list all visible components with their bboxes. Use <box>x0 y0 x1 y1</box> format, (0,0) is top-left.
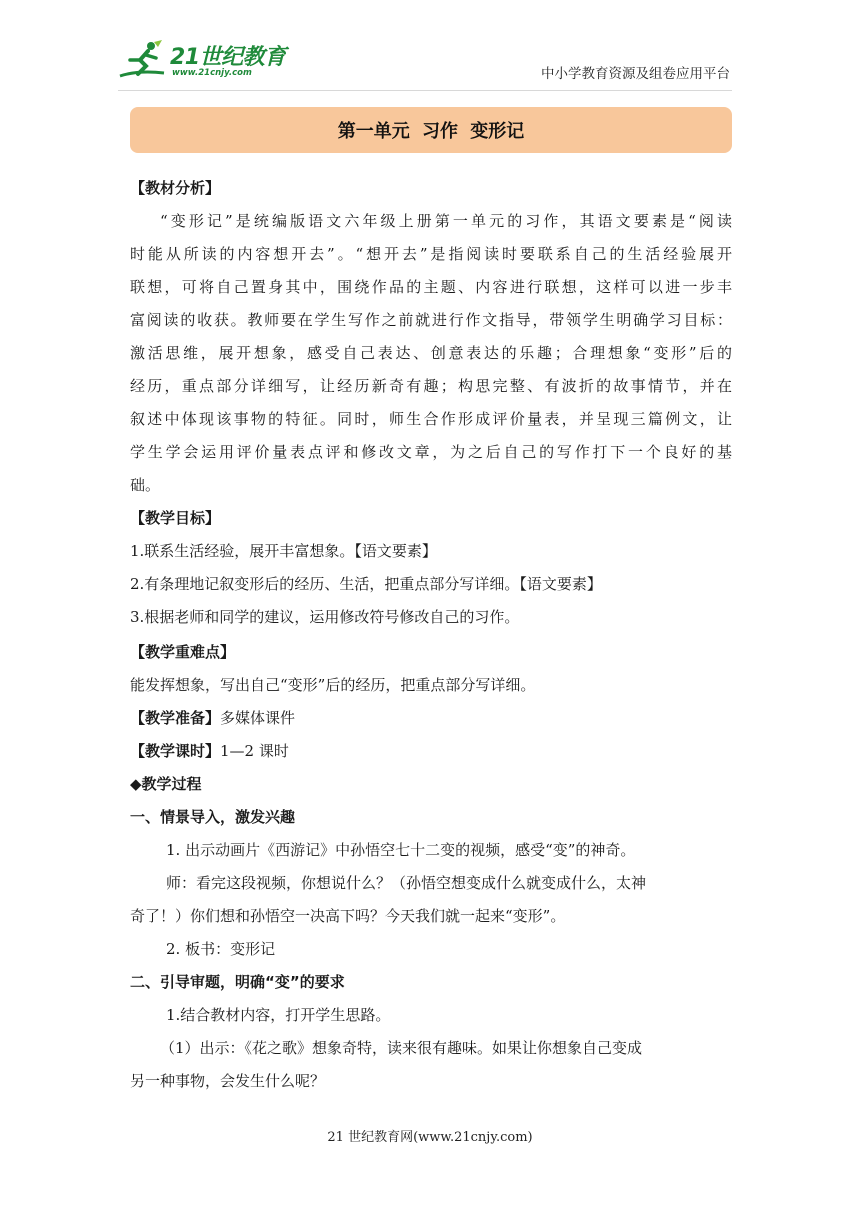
logo-text: 21世纪教育 <box>170 45 286 70</box>
page-header <box>118 38 730 88</box>
analysis-line: 联想，可将自己置身其中，围绕作品的主题、内容进行联想，这样可以进一步丰 <box>130 278 732 296</box>
analysis-line: “变形记”是统编版语文六年级上册第一单元的习作，其语文要素是“阅读 <box>160 212 732 230</box>
hours-text: 1—2 课时 <box>220 742 289 760</box>
analysis-line: 学生学会运用评价量表点评和修改文章，为之后自己的写作打下一个良好的基 <box>130 443 732 461</box>
logo[interactable] <box>118 38 288 84</box>
teacher-line: 奇了！）你们想和孙悟空一决高下吗？今天我们就一起来“变形”。 <box>130 907 566 925</box>
analysis-line: 经历，重点部分详细写，让经历新奇有趣；构思完整、有波折的故事情节，并在 <box>130 377 732 395</box>
step1-heading: 一、情景导入，激发兴趣 <box>130 808 296 826</box>
analysis-line: 时能从所读的内容想开去”。“想开去”是指阅读时要联系自己的生活经验展开 <box>130 245 732 263</box>
analysis-line: 础。 <box>130 476 161 494</box>
key-points-heading: 【教学重难点】 <box>130 643 236 661</box>
analysis-heading: 【教材分析】 <box>130 179 221 197</box>
preparation-heading: 【教学准备】 <box>130 709 221 727</box>
hours-heading: 【教学课时】 <box>130 742 221 760</box>
platform-name: 中小学教育资源及组卷应用平台 <box>541 66 730 82</box>
analysis-line: 叙述中体现该事物的特征。同时，师生合作形成评价量表，并呈现三篇例文，让 <box>130 410 732 428</box>
document-body <box>130 172 732 1098</box>
objective-item: 3.根据老师和同学的建议，运用修改符号修改自己的习作。 <box>130 608 520 626</box>
runner-icon <box>118 40 168 80</box>
preparation-text: 多媒体课件 <box>220 709 296 727</box>
header-divider <box>118 90 732 91</box>
objectives-heading: 【教学目标】 <box>130 509 221 527</box>
page-footer: 21 世纪教育网(www.21cnjy.com) <box>327 1130 533 1145</box>
hours-line <box>130 735 732 768</box>
step1-item: 1. 出示动画片《西游记》中孙悟空七十二变的视频，感受“变”的神奇。 <box>166 841 636 859</box>
step2-sub-line: （1）出示：《花之歌》想象奇特，读来很有趣味。如果让你想象自己变成 <box>160 1039 643 1057</box>
step2-heading: 二、引导审题，明确“变”的要求 <box>130 973 345 991</box>
step1-item: 2. 板书：变形记 <box>166 940 276 958</box>
objective-item: 2.有条理地记叙变形后的经历、生活，把重点部分写详细。【语文要素】 <box>130 575 602 593</box>
process-heading: ◆教学过程 <box>130 775 202 793</box>
page-title: 第一单元 习作 变形记 <box>337 121 525 142</box>
step2-sub-line: 另一种事物，会发生什么呢？ <box>130 1072 326 1090</box>
step2-item: 1.结合教材内容，打开学生思路。 <box>166 1006 391 1024</box>
teacher-line: 师：看完这段视频，你想说什么？（孙悟空想变成什么就变成什么，太神 <box>166 874 647 892</box>
preparation-line <box>130 702 732 735</box>
logo-url: www.21cnjy.com <box>172 68 252 78</box>
key-points-text: 能发挥想象，写出自己“变形”后的经历，把重点部分写详细。 <box>130 676 536 694</box>
analysis-line: 富阅读的收获。教师要在学生写作之前就进行作文指导，带领学生明确学习目标： <box>130 311 732 329</box>
objective-item: 1.联系生活经验，展开丰富想象。【语文要素】 <box>130 542 437 560</box>
analysis-line: 激活思维，展开想象，感受自己表达、创意表达的乐趣；合理想象“变形”后的 <box>130 344 732 362</box>
title-banner <box>130 107 732 153</box>
